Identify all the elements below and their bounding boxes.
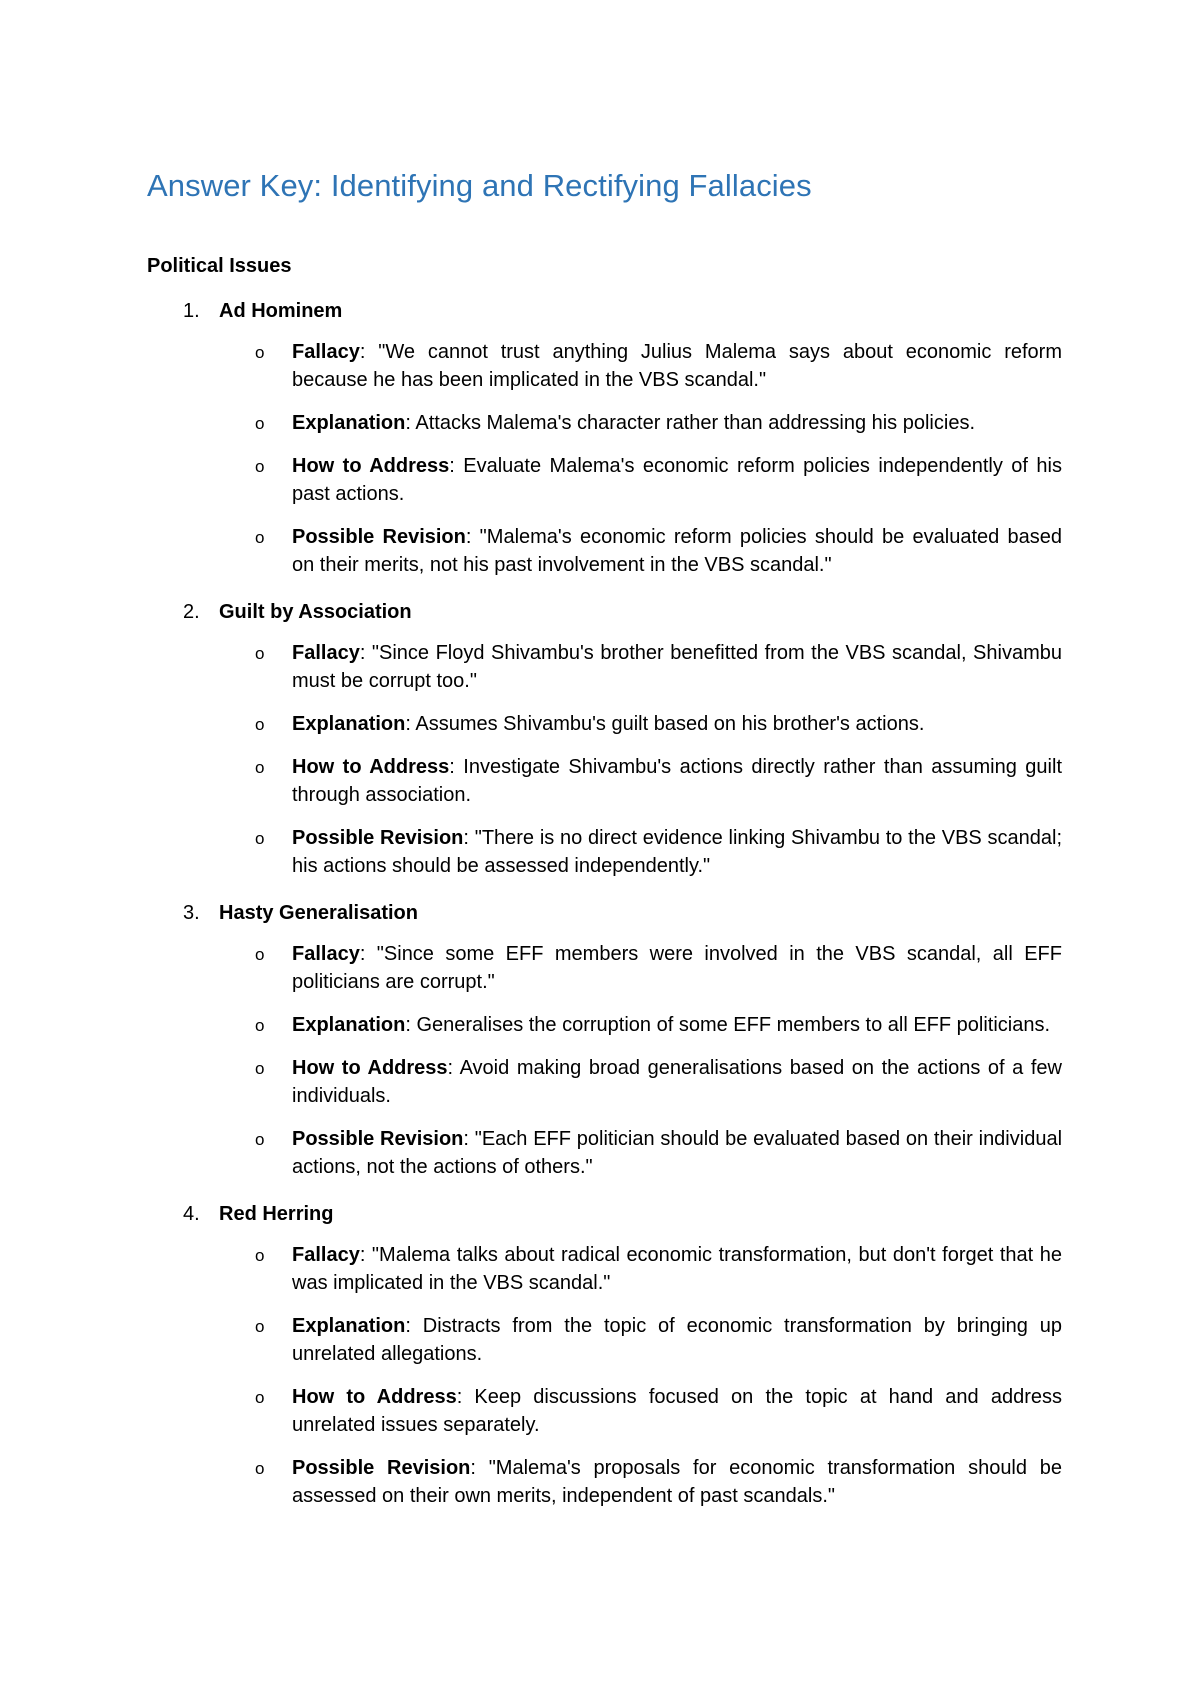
bullet-icon: o: [255, 945, 265, 964]
point-text: : Keep discussions focused on the topic at hand and address unrelated issues separately.: [292, 1386, 1062, 1436]
point-text: : Assumes Shivambu's guilt based on his brother's actions.: [405, 713, 925, 735]
bullet-icon: o: [255, 715, 265, 734]
bullet-icon: o: [255, 758, 265, 777]
point-text: : Distracts from the topic of economic transformation by bringing up unrelated allegations.: [292, 1315, 1062, 1365]
bullet-icon: o: [255, 414, 265, 433]
point-fallacy: [147, 940, 1062, 996]
point-text: : "Malema's economic reform policies should be evaluated based on their merits, not his past involvement in the VBS scandal.": [292, 526, 1062, 576]
point-how-to-address: [147, 1383, 1062, 1439]
point-label: Fallacy: [292, 642, 360, 664]
fallacy-item: [147, 600, 1072, 880]
section-heading: Political Issues: [147, 255, 292, 277]
point-label: How to Address: [292, 1386, 457, 1408]
point-how-to-address: [147, 753, 1062, 809]
fallacy-heading: [147, 299, 1072, 323]
point-label: Fallacy: [292, 341, 360, 363]
point-text: : "We cannot trust anything Julius Malema says about economic reform because he has been implicated in the VBS scandal.": [292, 341, 1062, 391]
fallacy-name: Hasty Generalisation: [219, 902, 418, 924]
bullet-icon: o: [255, 1059, 265, 1078]
bullet-icon: o: [255, 457, 265, 476]
point-label: Possible Revision: [292, 827, 464, 849]
point-how-to-address: [147, 1054, 1062, 1110]
bullet-icon: o: [255, 1130, 265, 1149]
bullet-icon: o: [255, 1317, 265, 1336]
fallacy-heading: [147, 1202, 1072, 1226]
point-label: Explanation: [292, 1014, 406, 1036]
fallacy-item: [147, 299, 1072, 579]
fallacy-number: 3.: [183, 902, 200, 924]
point-label: Fallacy: [292, 1244, 360, 1266]
fallacy-name: Red Herring: [219, 1203, 334, 1225]
fallacy-number: 1.: [183, 300, 200, 322]
bullet-icon: o: [255, 343, 265, 362]
fallacy-item: [147, 901, 1072, 1181]
fallacy-points: [147, 639, 1072, 880]
bullet-icon: o: [255, 829, 265, 848]
point-possible-revision: [147, 824, 1062, 880]
point-how-to-address: [147, 452, 1062, 508]
point-label: Explanation: [292, 412, 406, 434]
bullet-icon: o: [255, 1459, 265, 1478]
point-text: : "Malema talks about radical economic transformation, but don't forget that he was implicated in the VBS scandal.": [292, 1244, 1062, 1294]
point-label: Explanation: [292, 1315, 406, 1337]
fallacy-heading: [147, 901, 1072, 925]
fallacy-points: [147, 338, 1072, 579]
point-text: : Generalises the corruption of some EFF members to all EFF politicians.: [405, 1014, 1051, 1036]
fallacy-number: 2.: [183, 601, 200, 623]
fallacy-list: [147, 299, 1072, 1510]
point-label: Explanation: [292, 713, 406, 735]
fallacy-heading: [147, 600, 1072, 624]
point-text: : "There is no direct evidence linking Shivambu to the VBS scandal; his actions should be assessed independently.": [292, 827, 1063, 877]
point-label: Fallacy: [292, 943, 360, 965]
bullet-icon: o: [255, 1388, 265, 1407]
bullet-icon: o: [255, 1016, 265, 1035]
point-text: : Attacks Malema's character rather than addressing his policies.: [405, 412, 975, 434]
point-label: How to Address: [292, 1057, 448, 1079]
bullet-icon: o: [255, 644, 265, 663]
fallacy-number: 4.: [183, 1203, 200, 1225]
point-explanation: [147, 409, 1062, 437]
point-fallacy: [147, 338, 1062, 394]
point-text: : "Malema's proposals for economic transformation should be assessed on their own merits, independent of past scandals.": [292, 1457, 1063, 1507]
fallacy-name: Guilt by Association: [219, 601, 412, 623]
fallacy-points: [147, 940, 1072, 1181]
point-label: Possible Revision: [292, 526, 466, 548]
point-text: : "Each EFF politician should be evaluated based on their individual actions, not the actions of others.": [292, 1128, 1063, 1178]
point-explanation: [147, 1312, 1062, 1368]
fallacy-points: [147, 1241, 1072, 1510]
point-text: : "Since Floyd Shivambu's brother benefitted from the VBS scandal, Shivambu must be corrupt too.": [292, 642, 1062, 692]
point-label: How to Address: [292, 756, 450, 778]
point-possible-revision: [147, 1454, 1062, 1510]
point-label: Possible Revision: [292, 1457, 471, 1479]
point-text: : Avoid making broad generalisations based on the actions of a few individuals.: [292, 1057, 1062, 1107]
fallacy-name: Ad Hominem: [219, 300, 343, 322]
point-explanation: [147, 1011, 1062, 1039]
point-possible-revision: [147, 523, 1062, 579]
point-text: : Evaluate Malema's economic reform policies independently of his past actions.: [292, 455, 1062, 505]
point-fallacy: [147, 639, 1062, 695]
point-text: : "Since some EFF members were involved in the VBS scandal, all EFF politicians are corrupt.": [292, 943, 1062, 993]
point-possible-revision: [147, 1125, 1062, 1181]
point-fallacy: [147, 1241, 1062, 1297]
bullet-icon: o: [255, 528, 265, 547]
fallacy-item: [147, 1202, 1072, 1510]
point-text: : Investigate Shivambu's actions directly rather than assuming guilt through association.: [292, 756, 1062, 806]
point-label: How to Address: [292, 455, 450, 477]
page-title: Answer Key: Identifying and Rectifying Fallacies: [147, 168, 812, 203]
bullet-icon: o: [255, 1246, 265, 1265]
point-label: Possible Revision: [292, 1128, 464, 1150]
point-explanation: [147, 710, 1062, 738]
